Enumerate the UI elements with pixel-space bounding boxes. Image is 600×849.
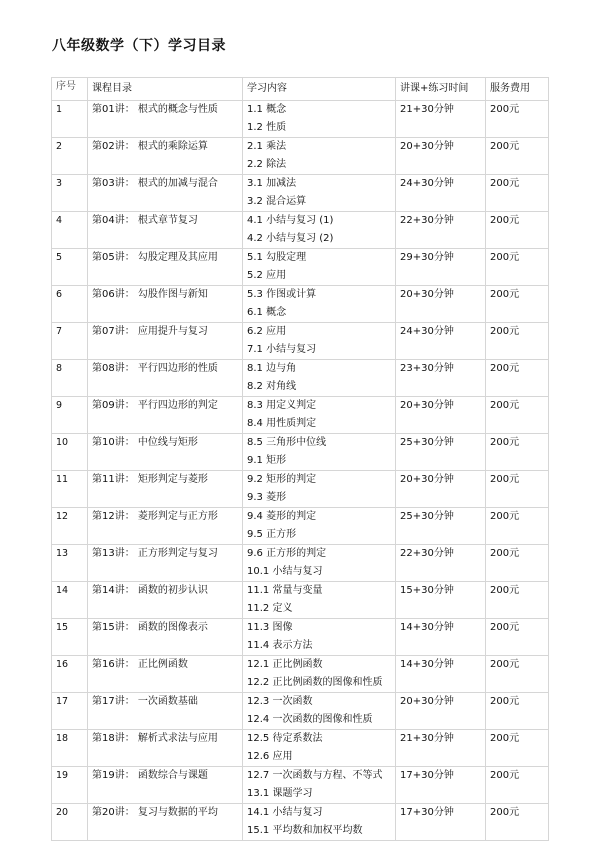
table-row bbox=[52, 323, 549, 360]
table-row bbox=[52, 619, 549, 656]
row-lesson: 第10讲： 中位线与矩形 bbox=[88, 434, 243, 471]
row-fee: 200元 bbox=[486, 138, 549, 175]
table-row bbox=[52, 471, 549, 508]
row-time: 17+30分钟 bbox=[396, 804, 486, 841]
row-content bbox=[243, 286, 396, 323]
content-line-1: 9.6 正方形的判定 bbox=[247, 548, 327, 559]
row-fee: 200元 bbox=[486, 730, 549, 767]
row-fee: 200元 bbox=[486, 434, 549, 471]
header-seq: 序号 bbox=[52, 78, 88, 101]
row-seq: 6 bbox=[52, 286, 88, 323]
row-content bbox=[243, 212, 396, 249]
content-line-1: 8.1 边与角 bbox=[247, 363, 297, 374]
row-lesson: 第17讲： 一次函数基础 bbox=[88, 693, 243, 730]
content-line-1: 14.1 小结与复习 bbox=[247, 807, 323, 818]
table-row bbox=[52, 767, 549, 804]
row-time: 23+30分钟 bbox=[396, 360, 486, 397]
content-line-1: 8.5 三角形中位线 bbox=[247, 437, 327, 448]
content-line-2: 3.2 混合运算 bbox=[247, 196, 307, 207]
row-content bbox=[243, 545, 396, 582]
row-fee: 200元 bbox=[486, 619, 549, 656]
row-time: 20+30分钟 bbox=[396, 693, 486, 730]
content-line-2: 10.1 小结与复习 bbox=[247, 566, 323, 577]
row-lesson: 第03讲： 根式的加减与混合 bbox=[88, 175, 243, 212]
row-lesson: 第02讲： 根式的乘除运算 bbox=[88, 138, 243, 175]
row-fee: 200元 bbox=[486, 582, 549, 619]
row-seq: 16 bbox=[52, 656, 88, 693]
row-seq: 9 bbox=[52, 397, 88, 434]
row-fee: 200元 bbox=[486, 804, 549, 841]
row-seq: 2 bbox=[52, 138, 88, 175]
row-time: 14+30分钟 bbox=[396, 619, 486, 656]
row-seq: 19 bbox=[52, 767, 88, 804]
row-time: 20+30分钟 bbox=[396, 286, 486, 323]
row-fee: 200元 bbox=[486, 471, 549, 508]
row-time: 15+30分钟 bbox=[396, 582, 486, 619]
row-lesson: 第09讲： 平行四边形的判定 bbox=[88, 397, 243, 434]
row-lesson: 第11讲： 矩形判定与菱形 bbox=[88, 471, 243, 508]
row-fee: 200元 bbox=[486, 175, 549, 212]
row-seq: 13 bbox=[52, 545, 88, 582]
row-fee: 200元 bbox=[486, 545, 549, 582]
row-lesson: 第18讲： 解析式求法与应用 bbox=[88, 730, 243, 767]
row-lesson: 第19讲： 函数综合与课题 bbox=[88, 767, 243, 804]
content-line-2: 9.3 菱形 bbox=[247, 492, 287, 503]
row-seq: 8 bbox=[52, 360, 88, 397]
row-lesson: 第07讲： 应用提升与复习 bbox=[88, 323, 243, 360]
row-seq: 5 bbox=[52, 249, 88, 286]
row-content bbox=[243, 508, 396, 545]
row-lesson: 第14讲： 函数的初步认识 bbox=[88, 582, 243, 619]
content-line-1: 3.1 加减法 bbox=[247, 178, 297, 189]
row-content bbox=[243, 101, 396, 138]
content-line-2: 4.2 小结与复习 (2) bbox=[247, 233, 334, 244]
row-content bbox=[243, 138, 396, 175]
table-row bbox=[52, 249, 549, 286]
content-line-1: 2.1 乘法 bbox=[247, 141, 287, 152]
row-lesson: 第04讲： 根式章节复习 bbox=[88, 212, 243, 249]
table-row bbox=[52, 582, 549, 619]
row-content bbox=[243, 360, 396, 397]
content-line-1: 5.1 勾股定理 bbox=[247, 252, 307, 263]
row-content bbox=[243, 767, 396, 804]
row-time: 29+30分钟 bbox=[396, 249, 486, 286]
row-content bbox=[243, 249, 396, 286]
row-lesson: 第12讲： 菱形判定与正方形 bbox=[88, 508, 243, 545]
table-row bbox=[52, 434, 549, 471]
row-time: 24+30分钟 bbox=[396, 175, 486, 212]
row-seq: 4 bbox=[52, 212, 88, 249]
table-row bbox=[52, 360, 549, 397]
content-line-1: 5.3 作图或计算 bbox=[247, 289, 317, 300]
content-line-1: 12.5 待定系数法 bbox=[247, 733, 323, 744]
row-fee: 200元 bbox=[486, 693, 549, 730]
row-seq: 1 bbox=[52, 101, 88, 138]
row-time: 20+30分钟 bbox=[396, 397, 486, 434]
table-row bbox=[52, 138, 549, 175]
row-fee: 200元 bbox=[486, 360, 549, 397]
course-table bbox=[51, 77, 549, 841]
table-row bbox=[52, 804, 549, 841]
table-header-row bbox=[52, 78, 549, 101]
content-line-2: 7.1 小结与复习 bbox=[247, 344, 317, 355]
row-fee: 200元 bbox=[486, 323, 549, 360]
table-row bbox=[52, 212, 549, 249]
row-seq: 15 bbox=[52, 619, 88, 656]
table-row bbox=[52, 286, 549, 323]
row-content bbox=[243, 471, 396, 508]
row-lesson: 第06讲： 勾股作图与新知 bbox=[88, 286, 243, 323]
content-line-2: 6.1 概念 bbox=[247, 307, 287, 318]
content-line-1: 4.1 小结与复习 (1) bbox=[247, 215, 334, 226]
row-time: 21+30分钟 bbox=[396, 730, 486, 767]
row-time: 17+30分钟 bbox=[396, 767, 486, 804]
row-lesson: 第13讲： 正方形判定与复习 bbox=[88, 545, 243, 582]
row-time: 21+30分钟 bbox=[396, 101, 486, 138]
row-seq: 7 bbox=[52, 323, 88, 360]
row-content bbox=[243, 730, 396, 767]
row-content bbox=[243, 693, 396, 730]
row-seq: 17 bbox=[52, 693, 88, 730]
row-seq: 20 bbox=[52, 804, 88, 841]
row-content bbox=[243, 619, 396, 656]
content-line-1: 6.2 应用 bbox=[247, 326, 287, 337]
table-row bbox=[52, 508, 549, 545]
row-content bbox=[243, 582, 396, 619]
row-lesson: 第05讲： 勾股定理及其应用 bbox=[88, 249, 243, 286]
header-content: 学习内容 bbox=[243, 78, 396, 101]
row-content bbox=[243, 656, 396, 693]
row-lesson: 第16讲： 正比例函数 bbox=[88, 656, 243, 693]
row-seq: 12 bbox=[52, 508, 88, 545]
row-time: 20+30分钟 bbox=[396, 471, 486, 508]
row-content bbox=[243, 804, 396, 841]
content-line-2: 15.1 平均数和加权平均数 bbox=[247, 825, 363, 836]
content-line-2: 13.1 课题学习 bbox=[247, 788, 313, 799]
row-seq: 18 bbox=[52, 730, 88, 767]
row-fee: 200元 bbox=[486, 286, 549, 323]
content-line-2: 8.4 用性质判定 bbox=[247, 418, 317, 429]
row-seq: 3 bbox=[52, 175, 88, 212]
content-line-1: 11.1 常量与变量 bbox=[247, 585, 323, 596]
row-content bbox=[243, 434, 396, 471]
row-time: 20+30分钟 bbox=[396, 138, 486, 175]
content-line-2: 11.4 表示方法 bbox=[247, 640, 313, 651]
table-row bbox=[52, 101, 549, 138]
row-lesson: 第01讲： 根式的概念与性质 bbox=[88, 101, 243, 138]
content-line-1: 12.1 正比例函数 bbox=[247, 659, 323, 670]
page-title: 八年级数学（下）学习目录 bbox=[52, 38, 226, 54]
content-line-2: 12.2 正比例函数的图像和性质 bbox=[247, 677, 383, 688]
content-line-1: 1.1 概念 bbox=[247, 104, 287, 115]
row-time: 25+30分钟 bbox=[396, 508, 486, 545]
row-fee: 200元 bbox=[486, 101, 549, 138]
content-line-2: 8.2 对角线 bbox=[247, 381, 297, 392]
row-seq: 10 bbox=[52, 434, 88, 471]
content-line-2: 12.6 应用 bbox=[247, 751, 293, 762]
row-seq: 14 bbox=[52, 582, 88, 619]
content-line-2: 5.2 应用 bbox=[247, 270, 287, 281]
row-fee: 200元 bbox=[486, 767, 549, 804]
content-line-2: 12.4 一次函数的图像和性质 bbox=[247, 714, 373, 725]
row-fee: 200元 bbox=[486, 656, 549, 693]
row-lesson: 第08讲： 平行四边形的性质 bbox=[88, 360, 243, 397]
content-line-2: 11.2 定义 bbox=[247, 603, 293, 614]
row-time: 22+30分钟 bbox=[396, 545, 486, 582]
table-row bbox=[52, 397, 549, 434]
table-row bbox=[52, 175, 549, 212]
row-time: 25+30分钟 bbox=[396, 434, 486, 471]
content-line-1: 12.3 一次函数 bbox=[247, 696, 313, 707]
row-seq: 11 bbox=[52, 471, 88, 508]
content-line-1: 9.2 矩形的判定 bbox=[247, 474, 317, 485]
row-content bbox=[243, 323, 396, 360]
content-line-1: 12.7 一次函数与方程、不等式 bbox=[247, 770, 383, 781]
header-fee: 服务费用 bbox=[486, 78, 549, 101]
content-line-2: 9.1 矩形 bbox=[247, 455, 287, 466]
row-time: 24+30分钟 bbox=[396, 323, 486, 360]
row-time: 22+30分钟 bbox=[396, 212, 486, 249]
table-row bbox=[52, 693, 549, 730]
row-fee: 200元 bbox=[486, 249, 549, 286]
content-line-2: 1.2 性质 bbox=[247, 122, 287, 133]
content-line-2: 9.5 正方形 bbox=[247, 529, 297, 540]
table-row bbox=[52, 656, 549, 693]
row-fee: 200元 bbox=[486, 508, 549, 545]
row-fee: 200元 bbox=[486, 397, 549, 434]
row-content bbox=[243, 397, 396, 434]
row-time: 14+30分钟 bbox=[396, 656, 486, 693]
row-lesson: 第20讲： 复习与数据的平均 bbox=[88, 804, 243, 841]
content-line-2: 2.2 除法 bbox=[247, 159, 287, 170]
header-time: 讲课+练习时间 bbox=[396, 78, 486, 101]
table-row bbox=[52, 545, 549, 582]
content-line-1: 9.4 菱形的判定 bbox=[247, 511, 317, 522]
header-course: 课程目录 bbox=[88, 78, 243, 101]
content-line-1: 8.3 用定义判定 bbox=[247, 400, 317, 411]
table-row bbox=[52, 730, 549, 767]
row-fee: 200元 bbox=[486, 212, 549, 249]
content-line-1: 11.3 图像 bbox=[247, 622, 293, 633]
row-content bbox=[243, 175, 396, 212]
row-lesson: 第15讲： 函数的图像表示 bbox=[88, 619, 243, 656]
